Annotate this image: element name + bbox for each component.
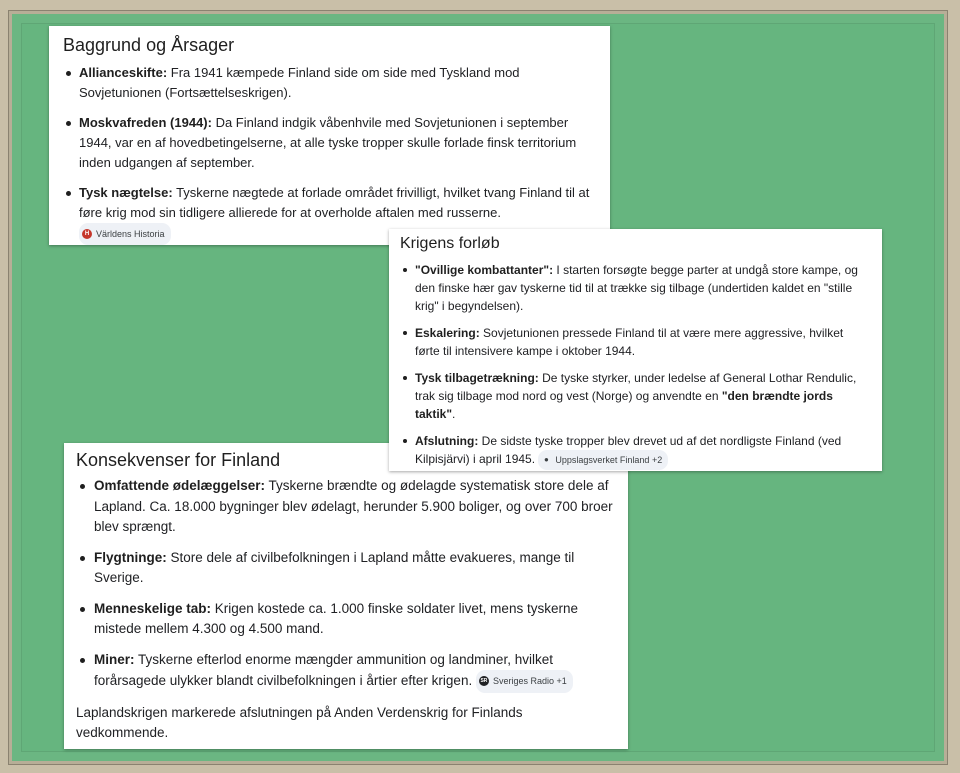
card-title: Baggrund og Årsager	[63, 35, 235, 55]
item-text: Sovjetunionen pressede Finland til at være mere aggressive, hvilket førte til intensivere kampe i oktober 1944.	[415, 326, 844, 358]
item-text: De sidste tyske tropper blev drevet ud af det nordligste Finland (ved Kilpisjärvi) i april 1945.	[415, 434, 842, 467]
list-item	[76, 599, 614, 640]
item-text-tail: .	[452, 407, 456, 421]
conclusion-text: Laplandskrigen markerede afslutningen på Anden Verdenskrig for Finlands vedkommende.	[76, 704, 523, 740]
item-label: Flygtninge:	[94, 549, 167, 565]
sr-logo-icon: SR	[480, 678, 488, 685]
list-item	[400, 432, 870, 470]
vh-logo-icon: H	[82, 229, 92, 239]
item-label: Menneskelige tab:	[94, 600, 212, 616]
item-text: Tyskerne nægtede at forlade området frivilligt, hvilket tvang Finland til at føre krig mod sin tidligere allierede for at overholde aftalen med russerne.	[79, 185, 590, 220]
bullet-list	[400, 261, 870, 470]
list-item	[63, 63, 596, 103]
list-item	[400, 369, 870, 423]
card-title: Krigens forløb	[400, 235, 500, 252]
card-title: Konsekvenser for Finland	[76, 450, 281, 470]
bullet-list	[63, 63, 596, 245]
item-label: Moskvafreden (1944):	[79, 115, 212, 130]
list-item	[76, 548, 614, 589]
item-label: "Ovillige kombattanter":	[415, 263, 554, 277]
item-text: Store dele af civilbefolkningen i Lapland måtte evakueres, mange til Sverige.	[94, 549, 575, 585]
dot-icon: ●	[543, 455, 549, 464]
item-text: Tyskerne efterlod enorme mængder ammunition og landminer, hvilket forårsagede ulykker blandt civilbefolkningen i årtier efter krigen.	[94, 651, 553, 688]
source-chip[interactable]	[538, 450, 668, 470]
list-item	[400, 261, 870, 315]
list-item	[400, 324, 870, 360]
item-text: I starten forsøgte begge parter at undgå store kampe, og den finske hær gav tyskerne tid til at trække sig tilbage (undertiden kaldet en "stille krig" i begyndelsen).	[415, 263, 858, 313]
card-consequences	[64, 443, 628, 749]
item-label: Eskalering:	[415, 326, 480, 340]
item-label: Tysk nægtelse:	[79, 185, 173, 200]
item-text: Krigen kostede ca. 1.000 finske soldater livet, mens tyskerne mistede mellem 4.300 og 4.500 mand.	[94, 600, 578, 636]
list-item	[63, 113, 596, 173]
item-label: Allianceskifte:	[79, 65, 168, 80]
item-text: Tyskerne brændte og ødelagde systematisk store dele af Lapland. Ca. 18.000 bygninger blev ødelagt, herunder 5.900 boliger, og over 700 broer blev sprængt.	[94, 478, 613, 534]
item-label: Tysk tilbagetrækning:	[415, 371, 539, 385]
item-label: Miner:	[94, 651, 135, 667]
item-label: Afslutning:	[415, 434, 479, 448]
source-chip-label: Uppslagsverket Finland +2	[555, 455, 663, 465]
source-chip[interactable]	[476, 670, 573, 693]
list-item	[76, 476, 614, 538]
source-chip-label: Sveriges Radio +1	[492, 676, 567, 686]
item-text: Da Finland indgik våbenhvile med Sovjetunionen i september 1944, var en af hovedbetingelserne, at alle tyske tropper skulle forlade finsk territorium inden udgangen af september.	[79, 115, 577, 170]
item-bold-phrase: "den brændte jords taktik"	[415, 389, 833, 421]
item-label: Omfattende ødelæggelser:	[94, 478, 266, 493]
source-chip[interactable]	[79, 223, 171, 245]
source-chip-label: Världens Historia	[96, 229, 165, 239]
card-background-causes	[49, 26, 610, 245]
card-course-of-war	[389, 229, 882, 471]
bullet-list	[76, 476, 614, 693]
list-item	[76, 650, 614, 693]
item-text: Fra 1941 kæmpede Finland side om side med Tyskland mod Sovjetunionen (Fortsættelseskrigen).	[79, 65, 520, 100]
item-text: De tyske styrker, under ledelse af General Lothar Rendulic, trak sig tilbage mod nord og vest (Norge) og anvendte en	[415, 371, 857, 403]
